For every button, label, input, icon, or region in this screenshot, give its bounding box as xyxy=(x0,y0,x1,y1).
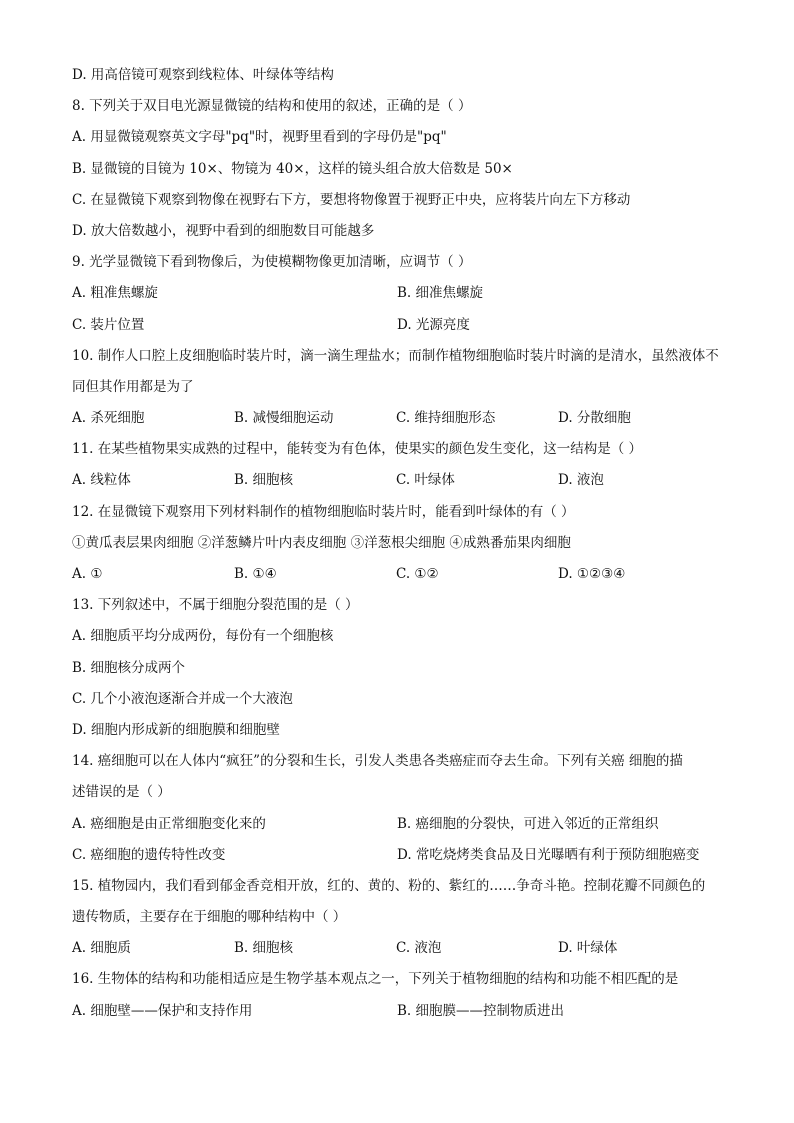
text-line: A. 用显微镜观察英文字母"pq"时，视野里看到的字母仍是"pq" xyxy=(72,129,447,146)
answer-option: C. 癌细胞的遗传特性改变 xyxy=(72,846,226,863)
option-row xyxy=(72,403,732,434)
answer-option: A. 细胞壁——保护和支持作用 xyxy=(72,1002,253,1019)
answer-option: B. 癌细胞的分裂快，可进入邻近的正常组织 xyxy=(397,815,659,832)
answer-option: B. 细准焦螺旋 xyxy=(397,285,484,302)
option-row xyxy=(72,559,732,590)
text-line: 同但其作用都是为了 xyxy=(72,378,194,395)
option-row xyxy=(72,465,732,496)
text-line: C. 在显微镜下观察到物像在视野右下方，要想将物像置于视野正中央，应将装片向左下方移动 xyxy=(72,191,631,208)
document-page xyxy=(72,60,732,1027)
text-line: 8. 下列关于双目电光源显微镜的结构和使用的叙述，正确的是（ ） xyxy=(72,98,472,115)
answer-option: C. 维持细胞形态 xyxy=(396,410,496,427)
option-row xyxy=(72,933,732,964)
answer-option: C. ①② xyxy=(396,566,439,582)
option-row xyxy=(72,840,732,871)
answer-option: D. 叶绿体 xyxy=(558,940,618,957)
text-line: A. 细胞质平均分成两份，每份有一个细胞核 xyxy=(72,628,334,645)
answer-option: A. 癌细胞是由正常细胞变化来的 xyxy=(72,815,266,832)
answer-option: D. 光源亮度 xyxy=(397,316,470,333)
text-line: 13. 下列叙述中，不属于细胞分裂范围的是（ ） xyxy=(72,597,359,614)
answer-option: A. 粗准焦螺旋 xyxy=(72,285,158,302)
text-line: 12. 在显微镜下观察用下列材料制作的植物细胞临时装片时，能看到叶绿体的有（ ） xyxy=(72,503,575,520)
answer-option: C. 装片位置 xyxy=(72,316,145,333)
text-line: B. 显微镜的目镜为 10×、物镜为 40×，这样的镜头组合放大倍数是 50× xyxy=(72,160,513,177)
answer-option: A. 细胞质 xyxy=(72,940,131,957)
text-line: 15. 植物园内，我们看到郁金香竞相开放，红的、黄的、粉的、紫红的……争奇斗艳。控制花瓣不同颜色的 xyxy=(72,877,706,894)
answer-option: B. ①④ xyxy=(234,566,277,582)
option-row xyxy=(72,809,732,840)
text-line: 10. 制作人口腔上皮细胞临时装片时，滴一滴生理盐水；而制作植物细胞临时装片时滴的是清水，虽然液体不 xyxy=(72,347,719,364)
text-line: C. 几个小液泡逐渐合并成一个大液泡 xyxy=(72,690,293,707)
text-line: 14. 癌细胞可以在人体内“疯狂”的分裂和生长，引发人类患各类癌症而夺去生命。下列有关癌 细胞的描 xyxy=(72,753,683,770)
text-line: B. 细胞核分成两个 xyxy=(72,659,186,676)
answer-option: C. 液泡 xyxy=(396,940,442,957)
option-row xyxy=(72,310,732,341)
text-line: 述错误的是（ ） xyxy=(72,784,171,801)
answer-option: B. 减慢细胞运动 xyxy=(234,410,334,427)
answer-option: B. 细胞核 xyxy=(234,472,294,489)
option-row xyxy=(72,996,732,1027)
text-line: 遗传物质，主要存在于细胞的哪种结构中（ ） xyxy=(72,909,347,926)
answer-option: D. 液泡 xyxy=(558,472,604,489)
option-row xyxy=(72,278,732,309)
answer-option: D. 分散细胞 xyxy=(558,410,631,427)
text-line: D. 放大倍数越小，视野中看到的细胞数目可能越多 xyxy=(72,222,375,239)
text-line: ①黄瓜表层果肉细胞 ②洋葱鳞片叶内表皮细胞 ③洋葱根尖细胞 ④成熟番茄果肉细胞 xyxy=(72,534,571,551)
answer-option: A. 线粒体 xyxy=(72,472,131,489)
answer-option: D. ①②③④ xyxy=(558,566,626,582)
answer-option: C. 叶绿体 xyxy=(396,472,455,489)
answer-option: A. ① xyxy=(72,566,103,582)
text-line: D. 细胞内形成新的细胞膜和细胞壁 xyxy=(72,721,280,738)
text-line: 16. 生物体的结构和功能相适应是生物学基本观点之一，下列关于植物细胞的结构和功能不相匹配的是 xyxy=(72,971,679,988)
answer-option: D. 常吃烧烤类食品及日光曝晒有利于预防细胞癌变 xyxy=(397,846,700,863)
answer-option: A. 杀死细胞 xyxy=(72,410,145,427)
text-line: D. 用高倍镜可观察到线粒体、叶绿体等结构 xyxy=(72,67,334,83)
answer-option: B. 细胞核 xyxy=(234,940,294,957)
answer-option: B. 细胞膜——控制物质进出 xyxy=(397,1002,565,1019)
text-line: 11. 在某些植物果实成熟的过程中，能转变为有色体，使果实的颜色发生变化，这一结构是（ ） xyxy=(72,441,643,458)
text-line: 9. 光学显微镜下看到物像后，为使模糊物像更加清晰，应调节（ ） xyxy=(72,254,472,271)
